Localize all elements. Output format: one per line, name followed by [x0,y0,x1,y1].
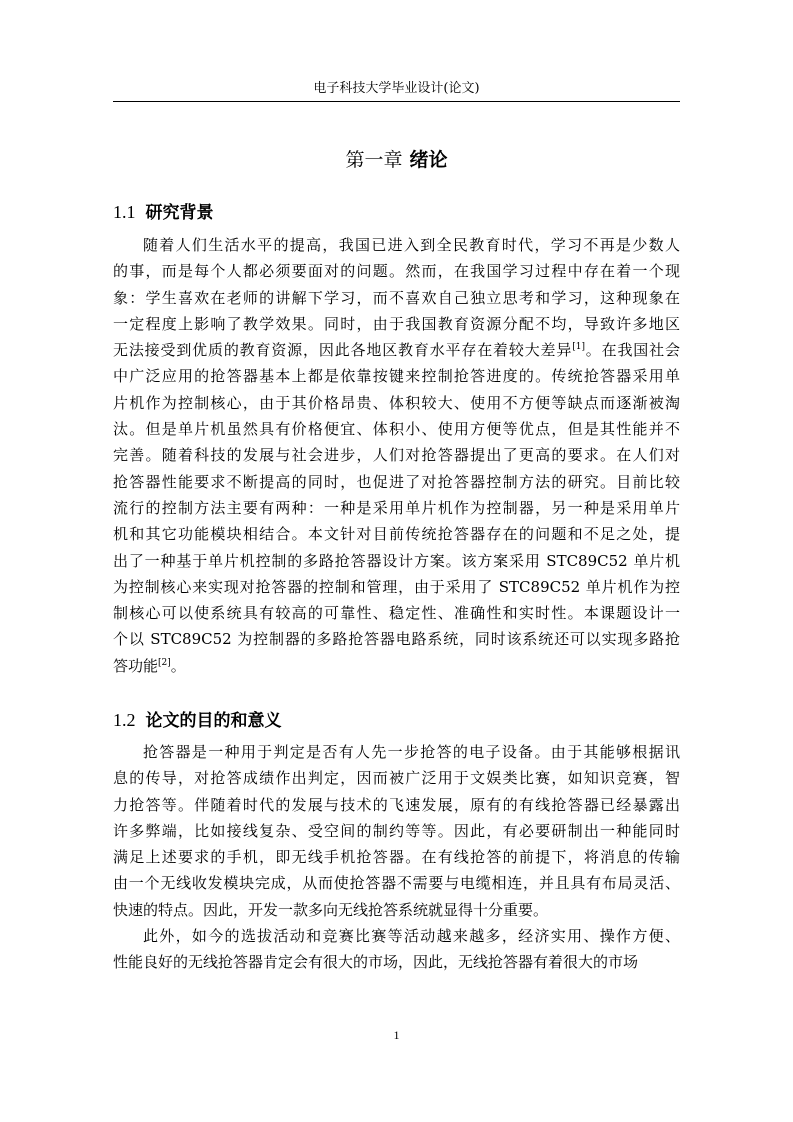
text-line: 力抢答等。伴随着时代的发展与技术的飞速发展，原有的有线抢答器已经暴露出 [113,795,680,814]
text-line: 制核心可以使系统具有较高的可靠性、稳定性、准确性和实时性。本课题设计一 [113,604,680,623]
text-line: 由一个无线收发模块完成，从而使抢答器不需要与电缆相连，并且具有布局灵活、 [113,874,680,893]
section-1-1-body [113,232,680,679]
text-segment: 答功能 [113,656,159,675]
text-line: 为控制核心来实现对抢答器的控制和管理，由于采用了 STC89C52 单片机作为控 [113,577,680,596]
text-line [113,337,680,363]
text-line: 个以 STC89C52 为控制器的多路抢答器电路系统，同时该系统还可以实现多路抢 [113,630,680,649]
text-line: 此外，如今的选拔活动和竞赛比赛等活动越来越多，经济实用、操作方便、 [143,927,680,946]
text-line: 满足上述要求的手机，即无线手机抢答器。在有线抢答的前提下，将消息的传输 [113,848,680,867]
text-line: 许多弊端，比如接线复杂、受空间的制约等等。因此，有必要研制出一种能同时 [113,821,680,840]
text-line: 快速的特点。因此，开发一款多向无线抢答系统就显得十分重要。 [113,900,549,919]
text-line: 片机作为控制核心，由于其价格昂贵、体积较大、使用不方便等缺点而逐渐被淘 [113,393,680,412]
text-segment: 。 [170,656,186,675]
text-line: 的事，而是每个人都必须要面对的问题。然而，在我国学习过程中存在着一个现 [113,262,680,281]
text-line: 性能良好的无线抢答器肯定会有很大的市场，因此，无线抢答器有着很大的市场 [113,953,639,972]
page-number: 1 [393,1028,400,1042]
section-title: 研究背景 [145,203,214,223]
text-line [113,653,680,679]
paragraph [113,923,680,976]
paragraph [113,739,680,923]
header-rule [113,101,680,102]
text-line: 抢答器性能要求不断提高的同时，也促进了对抢答器控制方法的研究。目前比较 [113,472,680,491]
chapter-name: 绪论 [409,149,448,171]
chapter-title [113,147,680,173]
section-heading-1-1 [113,200,214,225]
text-line: 中广泛应用的抢答器基本上都是依靠按键来控制抢答进度的。传统抢答器采用单 [113,367,680,386]
text-line: 随着人们生活水平的提高，我国已进入到全民教育时代，学习不再是少数人 [143,236,680,254]
text-line: 机和其它功能模块相结合。本文针对目前传统抢答器存在的问题和不足之处，提 [113,525,680,544]
section-heading-1-2 [113,708,282,733]
text-line: 一定程度上影响了教学效果。同时，由于我国教育资源分配不均，导致许多地区 [113,314,680,333]
text-segment: 。在我国社会 [584,341,680,360]
text-line: 流行的控制方法主要有两种：一种是采用单片机作为控制器，另一种是采用单片 [113,498,680,517]
text-line: 汰。但是单片机虽然具有价格便宜、体积小、使用方便等优点，但是其性能并不 [113,420,680,439]
text-line: 息的传导，对抢答成绩作出判定，因而被广泛用于文娱类比赛，如知识竞赛，智 [113,769,680,788]
text-line: 象：学生喜欢在老师的讲解下学习，而不喜欢自己独立思考和学习，这种现象在 [113,288,680,307]
chapter-number: 第一章 [345,149,403,171]
text-line: 出了一种基于单片机控制的多路抢答器设计方案。该方案采用 STC89C52 单片机 [113,551,680,570]
paragraph [113,232,680,679]
section-number: 1.1 [113,202,136,222]
running-header: 电子科技大学毕业设计(论文) [313,81,480,96]
text-line: 完善。随着科技的发展与社会进步，人们对抢答器提出了更高的要求。在人们对 [113,446,680,465]
citation-ref: [1] [572,342,585,353]
text-line: 抢答器是一种用于判定是否有人先一步抢答的电子设备。由于其能够根据讯 [143,743,680,761]
section-title: 论文的目的和意义 [145,711,282,731]
section-number: 1.2 [113,710,136,730]
section-1-2-body [113,739,680,976]
text-segment: 无法接受到优质的教育资源，因此各地区教育水平存在着较大差异 [113,341,573,360]
citation-ref: [2] [158,657,171,668]
